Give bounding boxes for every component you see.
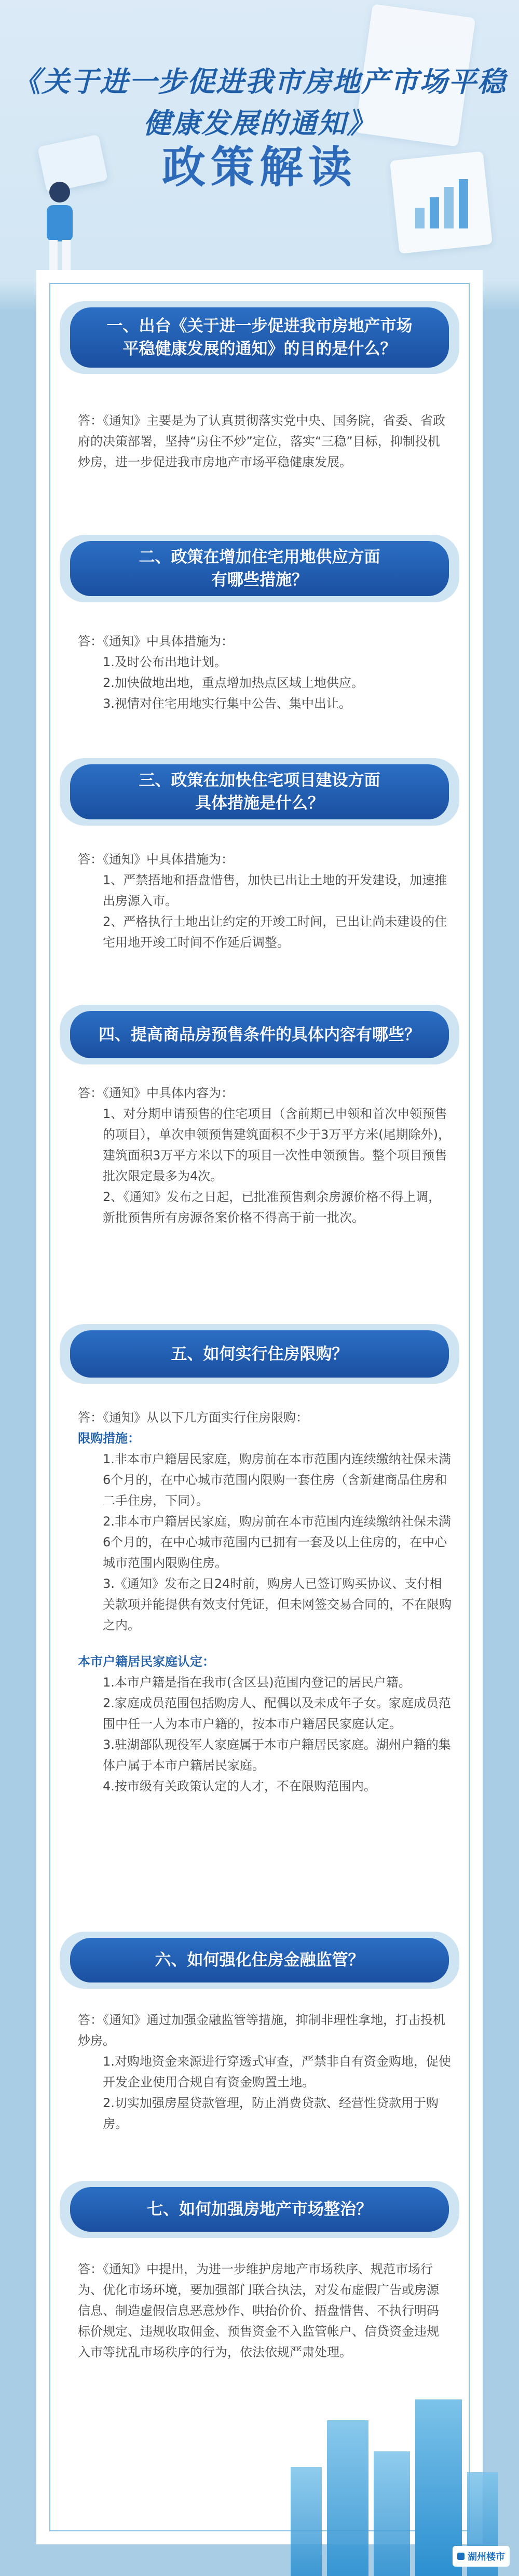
building-illustration (291, 2467, 322, 2576)
building-illustration (327, 2420, 368, 2576)
paragraph: 2.非本市户籍居民家庭，购房前在本市范围内连续缴纳社保未满6个月的，在中心城市范围内已拥有一套及以上住房的，在中心城市范围内限购住房。 (103, 1514, 451, 1570)
logo-text: 湖州楼市 (468, 2552, 505, 2562)
paragraph: 2.家庭成员范围包括购房人、配偶以及未成年子女。家庭成员范围中任一人为本市户籍的，按本市户籍居民家庭认定。 (103, 1696, 451, 1731)
paragraph: 3.视情对住宅用地实行集中公告、集中出让。 (103, 696, 351, 711)
section-3-title: 三、政策在加快住宅项目建设方面 具体措施是什么？ (70, 764, 449, 819)
paragraph: 答：《通知》中具体内容为： (78, 1086, 234, 1100)
section-2-title: 二、政策在增加住宅用地供应方面 有哪些措施？ (70, 541, 449, 596)
paragraph: 答：《通知》中具体措施为： (78, 634, 234, 649)
section-1-body (78, 410, 452, 473)
paragraph: 4.按市级有关政策认定的人才，不在限购范围内。 (103, 1779, 376, 1793)
paragraph: 2、严格执行土地出让约定的开竣工时间，已出让尚未建设的住宅用地开竣工时间不作延后调整。 (103, 914, 447, 950)
section-1-heading (60, 301, 459, 374)
section-5-body (78, 1407, 452, 1797)
section-3-heading (60, 758, 459, 826)
paragraph: 1.及时公布出地计划。 (103, 655, 227, 669)
section-5-heading (60, 1324, 459, 1384)
subheading-household: 本市户籍居民家庭认定： (78, 1654, 215, 1669)
paragraph: 答：《通知》中提出，为进一步维护房地产市场秩序、规范市场行为、优化市场环境，要加强部门联合执法，对发布虚假广告或房源信息、制造虚假信息恶意炒作、哄抬价价、捂盘惜售、不执行明码标价规定、违规收取佣金、预售资金不入监管帐户、信贷资金违规入市等扰乱市场秩序的行为，依法依规严肃处理。 (78, 2262, 439, 2359)
section-7-title: 七、如何加强房地产市场整治？ (70, 2187, 449, 2232)
section-1-title: 一、出台《关于进一步促进我市房地产市场 平稳健康发展的通知》的目的是什么？ (70, 307, 449, 368)
section-2-heading (60, 535, 459, 602)
section-4-title: 四、提高商品房预售条件的具体内容有哪些？ (70, 1011, 449, 1058)
title-line-2: 健康发展的通知》 (143, 107, 376, 140)
brand-logo (453, 2546, 510, 2567)
paragraph: 答：《通知》从以下几方面实行住房限购： (78, 1410, 308, 1425)
paragraph: 2、《通知》发布之日起，已批准预售剩余房源价格不得上调，新批预售所有房源备案价格不得高于前一批次。 (103, 1190, 441, 1225)
section-6-title: 六、如何强化住房金融监管？ (70, 1938, 449, 1982)
paragraph: 答：《通知》主要是为了认真贯彻落实党中央、国务院，省委、省政府的决策部署，坚持“房住不炒”定位，落实“三稳”目标，抑制投机炒房，进一步促进我市房地产市场平稳健康发展。 (78, 413, 445, 469)
section-2-body (78, 631, 452, 714)
building-illustration (374, 2451, 410, 2576)
section-7-body (78, 2259, 441, 2363)
section-4-body (78, 1083, 452, 1228)
paragraph: 1.非本市户籍居民家庭，购房前在本市范围内连续缴纳社保未满6个月的，在中心城市范围内限购一套住房（含新建商品住房和二手住房，下同）。 (103, 1452, 451, 1508)
title-line-1: 《关于进一步促进我市房地产市场平稳 (12, 65, 507, 98)
section-6-heading (60, 1932, 459, 1989)
title-line-3: 政策解读 (161, 142, 357, 193)
paragraph: 答：《通知》通过加强金融监管等措施，抑制非理性拿地，打击投机炒房。 (78, 2013, 445, 2048)
subheading-restrictions: 限购措施： (78, 1431, 140, 1446)
paragraph: 1、对分期申请预售的住宅项目（含前期已申领和首次申领预售的项目），单次申领预售建筑面积不少于3万平方米(尾期除外)，建筑面积3万平方米以下的项目一次性申领预售。整个项目预售批次限定最多为4次。 (103, 1107, 450, 1183)
section-3-body (78, 849, 452, 953)
section-5-title: 五、如何实行住房限购？ (70, 1330, 449, 1378)
paragraph: 1.对购地资金来源进行穿透式审查，严禁非自有资金购地，促使开发企业使用合规自有资金购置土地。 (103, 2054, 451, 2089)
section-4-heading (60, 1005, 459, 1064)
paragraph: 3.驻湖部队现役军人家庭属于本市户籍居民家庭。湖州户籍的集体户属于本市户籍居民家庭。 (103, 1737, 451, 1773)
paragraph: 2.加快做地出地，重点增加热点区域土地供应。 (103, 676, 364, 690)
logo-icon (457, 2553, 465, 2560)
paragraph: 3.《通知》发布之日24时前，购房人已签订购买协议、支付相关款项并能提供有效支付凭证，但未网签交易合同的，不在限购之内。 (103, 1576, 452, 1633)
section-6-body (78, 2009, 452, 2134)
paragraph: 1.本市户籍是指在我市(含区县)范围内登记的居民户籍。 (103, 1675, 411, 1690)
paragraph: 2.切实加强房屋贷款管理，防止消费贷款、经营性贷款用于购房。 (103, 2096, 439, 2131)
header-banner (0, 0, 519, 280)
section-7-heading (60, 2181, 459, 2238)
paragraph: 1、严禁捂地和捂盘惜售，加快已出让土地的开发建设，加速推出房源入市。 (103, 873, 447, 908)
paragraph: 答：《通知》中具体措施为： (78, 852, 234, 867)
